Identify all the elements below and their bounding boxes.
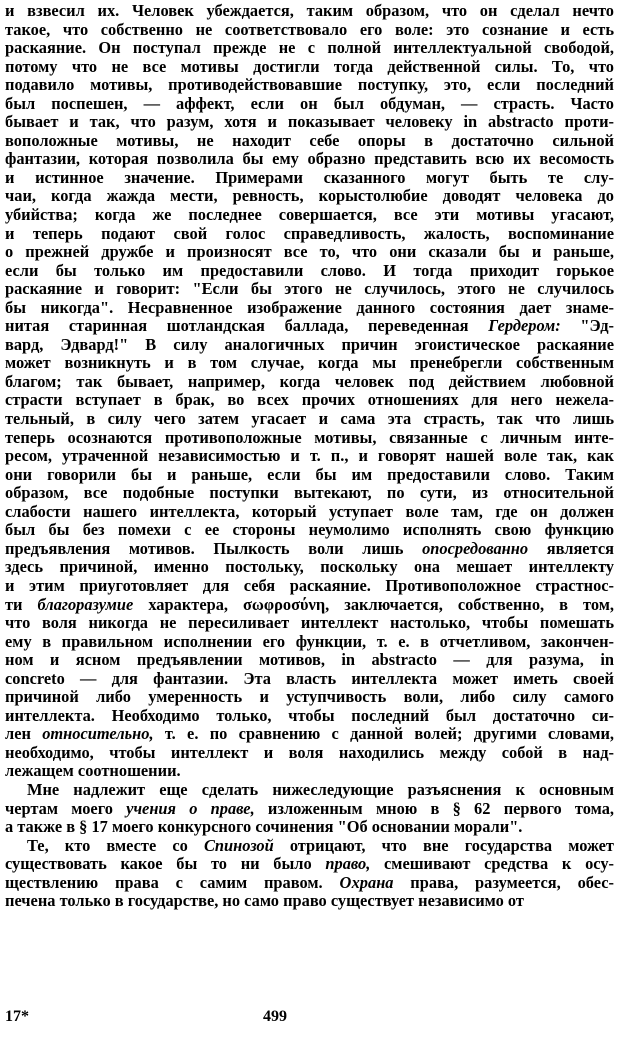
- text-line: может возникнуть и в том случае, когда мы пренебрегли собственным: [5, 353, 614, 373]
- text-line: причиной либо умеренность и уступчивость воли, либо силу самого: [5, 687, 614, 707]
- paragraph: [5, 781, 614, 837]
- text-line: лежащем соотношении.: [5, 761, 181, 781]
- text-line: предъявления мотивов. Пылкость воли лишь опосредованно является: [5, 538, 614, 558]
- text-line: Те, кто вместе со Спинозой отрицают, что вне государства может: [27, 835, 614, 855]
- text-line: лен относительно, т. е. по сравнению с данной волей; другими словами,: [5, 724, 614, 744]
- text-line: нитая старинная шотландская баллада, переведенная Гердером: "Эд-: [5, 316, 614, 336]
- text-line: о прежней дружбе и произносят все то, что они сказали бы и раньше,: [5, 242, 614, 262]
- text-line: ресом, утраченной независимостью и т. п., и говорят нашей воле так, как: [5, 446, 614, 466]
- text-line: раскаяние и говорит: "Если бы этого не случилось, этого не случилось: [5, 279, 614, 299]
- text-line: необходимо, чтобы интеллект и воля находились между собой в над-: [5, 742, 614, 762]
- text-line: страсти вступает в брак, во всех прочих отношениях для него нежела-: [5, 390, 614, 410]
- text-line: тельный, в силу чего затем угасает и сама эта страсть, так что лишь: [5, 409, 614, 429]
- text-line: чертам моего учения о праве, изложенным мною в § 62 первого тома,: [5, 798, 614, 818]
- text-line: ему в правильном исполнении его функции, т. е. в отчетливом, закончен-: [5, 631, 614, 651]
- text-line: потому что не все мотивы достигли тогда действенной силы. То, что: [5, 56, 614, 76]
- text-line: а также в § 17 моего конкурсного сочинения "Об основании морали".: [5, 817, 523, 837]
- text-line: concreto — для фантазии. Эта власть интеллекта может иметь своей: [5, 668, 614, 688]
- text-line: благом; так бывает, например, когда человек под действием любовной: [5, 371, 614, 391]
- text-line: вард, Эдвард!" В силу аналогичных причин эгоистическое раскаяние: [5, 334, 614, 354]
- text-line: подавило мотивы, противодействовавшие поступку, это, если последний: [5, 75, 614, 95]
- page-number: 499: [263, 1008, 287, 1025]
- text-line: фантазии, которая позволила бы ему образно представить всю их весомость: [5, 149, 614, 169]
- italic-emphasis: учения о праве,: [126, 798, 255, 818]
- text-line: воположные мотивы, не находит себе опоры в достаточно сильной: [5, 130, 614, 150]
- text-line: теперь осознаются противоположные мотивы, связанные с личным инте-: [5, 427, 614, 447]
- text-line: образом, все подобные поступки вытекают, по сути, из относительной: [5, 483, 614, 503]
- text-line: такое, что собственно не соответствовало его воле: это сознание и есть: [5, 19, 614, 39]
- italic-emphasis: Охрана: [339, 872, 394, 892]
- text-line: ти благоразумие характера, σωφροσύνη, заключается, собственно, в том,: [5, 594, 614, 614]
- text-line: если бы только им предоставили слово. И тогда приходит горькое: [5, 260, 614, 280]
- text-line: чаи, когда жажда мести, ревность, корыстолюбие доводят человека до: [5, 186, 614, 206]
- text-line: они говорили бы и раньше, если бы им предоставили слово. Таким: [5, 464, 614, 484]
- text-line: был поспешен, — аффект, если он был обдуман, — страсть. Часто: [5, 93, 614, 113]
- text-line: и теперь подают свой голос справедливость, жалость, воспоминание: [5, 223, 614, 243]
- text-line: интеллекта. Необходимо только, чтобы последний был достаточно си-: [5, 705, 614, 725]
- text-line: был бы без помехи с ее стороны неумолимо исполнять свою функцию: [5, 520, 614, 540]
- text-line: что воля никогда не пересиливает интеллект настолько, чтобы помешать: [5, 613, 614, 633]
- italic-emphasis: опосредованно: [422, 538, 529, 558]
- text-line: бы никогда". Несравненное изображение данного состояния дает знаме-: [5, 297, 614, 317]
- text-line: и взвесил их. Человек убеждается, таким образом, что он сделал нечто: [5, 1, 614, 20]
- paragraph: [5, 2, 614, 781]
- text-line: ном и ясном предъявлении мотивов, in abstracto — для разума, in: [5, 650, 614, 670]
- text-line: и истинное значение. Примерами сказанного могут быть те слу-: [5, 167, 614, 187]
- text-line: печена только в государстве, но само право существует независимо от: [5, 891, 524, 911]
- text-line: и этим приуготовляет для себя раскаяние. Противоположное страстнос-: [5, 575, 614, 595]
- text-line: слабости нашего интеллекта, который уступает воле там, где он должен: [5, 501, 614, 521]
- text-line: раскаяние. Он поступал прежде не с полной интеллектуальной свободой,: [5, 38, 614, 58]
- text-line: бывает и так, что разум, хотя и показывает человеку in abstracto проти-: [5, 112, 614, 132]
- text-line: убийства; когда же последнее совершается, все эти мотивы угасают,: [5, 205, 614, 225]
- paragraph: [5, 837, 614, 911]
- text-line: Мне надлежит еще сделать нижеследующие разъяснения к основным: [27, 779, 614, 799]
- text-line: здесь причиной, именно постольку, поскольку она мешает интеллекту: [5, 557, 614, 577]
- printer-signature-mark: 17*: [5, 1008, 29, 1025]
- italic-emphasis: право,: [325, 854, 371, 874]
- italic-emphasis: Гердером:: [488, 316, 561, 336]
- italic-emphasis: относительно,: [42, 724, 154, 744]
- page-body-text: [5, 2, 614, 911]
- text-line: ществлению права с самим правом. Охрана права, разумеется, обес-: [5, 872, 614, 892]
- italic-emphasis: благоразумие: [37, 594, 134, 614]
- italic-emphasis: Спинозой: [203, 835, 274, 855]
- text-line: существовать какое бы то ни было право, смешивают средства к осу-: [5, 854, 614, 874]
